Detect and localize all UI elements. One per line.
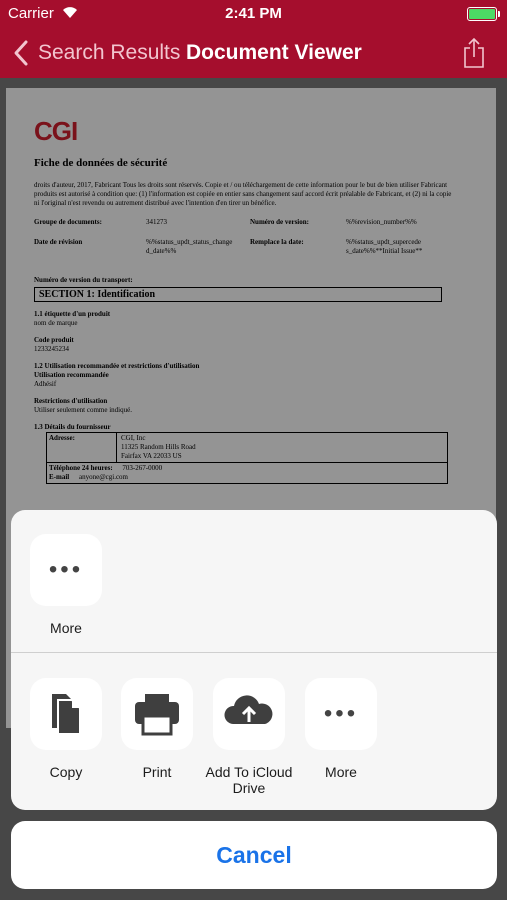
product-label-heading: 1.1 étiquette d'un produit: [34, 310, 111, 318]
icloud-upload-icon[interactable]: [213, 678, 285, 750]
email-label: E-mail: [49, 473, 70, 481]
copyright-notice: droits d'auteur, 2017, Fabricant Tous les droits sont réservés. Copie et / ou téléchargement de cette information pour le but de bien utiliser Fabricant produits est autorisé à condition que: (1) l'information est copiée en entier sans changement sauf accord écrit préalable de Fabricant, et (2) ni la copie ni l'original n'est revendu ou autrement distribué avec l'intention d'en tirer un bénéfice.: [34, 181, 452, 207]
share-sheet: [11, 510, 497, 810]
supplier-heading: 1.3 Détails du fournisseur: [34, 423, 111, 431]
more-actions-action[interactable]: [295, 678, 387, 780]
address-line: Fairfax VA 22033 US: [121, 452, 182, 460]
usage-heading: 1.2 Utilisation recommandée et restrictions d'utilisation: [34, 362, 200, 370]
navigation-bar: [0, 28, 507, 78]
divider: [11, 652, 497, 653]
revision-label: Date de révision: [34, 238, 83, 246]
action-label: Copy: [49, 764, 83, 780]
copy-icon[interactable]: [30, 678, 102, 750]
phone-value: 703-267-0000: [122, 464, 163, 472]
document-title: Fiche de données de sécurité: [34, 157, 168, 169]
replace-label: Remplace la date:: [250, 238, 304, 246]
copy-action[interactable]: [20, 678, 112, 780]
carrier-label: Carrier: [8, 5, 54, 22]
action-label: More: [50, 620, 82, 636]
version-value: %%revision_number%%: [346, 218, 417, 226]
more-icon[interactable]: •••: [305, 678, 377, 750]
group-label: Groupe de documents:: [34, 218, 102, 226]
more-icon[interactable]: •••: [30, 534, 102, 606]
section-1-heading: SECTION 1: Identification: [34, 287, 442, 302]
cgi-logo: CGI: [34, 116, 78, 146]
phone-label: Téléphone 24 heures:: [49, 464, 113, 472]
battery-icon: [467, 7, 497, 21]
recommended-use-value: Adhésif: [34, 380, 57, 388]
email-value: anyone@cgi.com: [78, 473, 128, 481]
product-code-value: 1233245234: [34, 345, 69, 353]
chevron-left-icon[interactable]: [12, 38, 30, 68]
print-action[interactable]: [111, 678, 203, 780]
group-value: 341273: [146, 218, 167, 226]
restrictions-value: Utiliser seulement comme indiqué.: [34, 406, 132, 414]
back-button[interactable]: Search Results: [38, 41, 181, 64]
action-label: More: [325, 764, 357, 780]
action-label: Add To iCloud Drive: [205, 764, 293, 796]
transport-label: Numéro de version du transport:: [34, 276, 133, 284]
address-label: Adresse:: [47, 433, 117, 462]
recommended-use-label: Utilisation recommandée: [34, 371, 109, 379]
replace-value: %%status_updt_supercede s_date%%**Initial Issue**: [346, 238, 423, 255]
product-code-heading: Code produit: [34, 336, 74, 344]
address-line: 11325 Random Hills Road: [121, 443, 196, 451]
product-label-value: nom de marque: [34, 319, 78, 327]
clock: 2:41 PM: [225, 5, 282, 22]
page-title: Document Viewer: [186, 41, 362, 64]
share-icon[interactable]: [461, 37, 487, 69]
address-line: CGI, Inc: [121, 434, 146, 442]
version-label: Numéro de version:: [250, 218, 309, 226]
status-bar: [0, 0, 507, 28]
restrictions-label: Restrictions d'utilisation: [34, 397, 108, 405]
print-icon[interactable]: [121, 678, 193, 750]
action-label: Print: [142, 764, 172, 780]
revision-value: %%status_updt_status_change d_date%%: [146, 238, 233, 255]
icloud-drive-action[interactable]: [203, 678, 295, 796]
cancel-button[interactable]: Cancel: [11, 821, 497, 889]
more-apps-action[interactable]: [20, 534, 112, 636]
